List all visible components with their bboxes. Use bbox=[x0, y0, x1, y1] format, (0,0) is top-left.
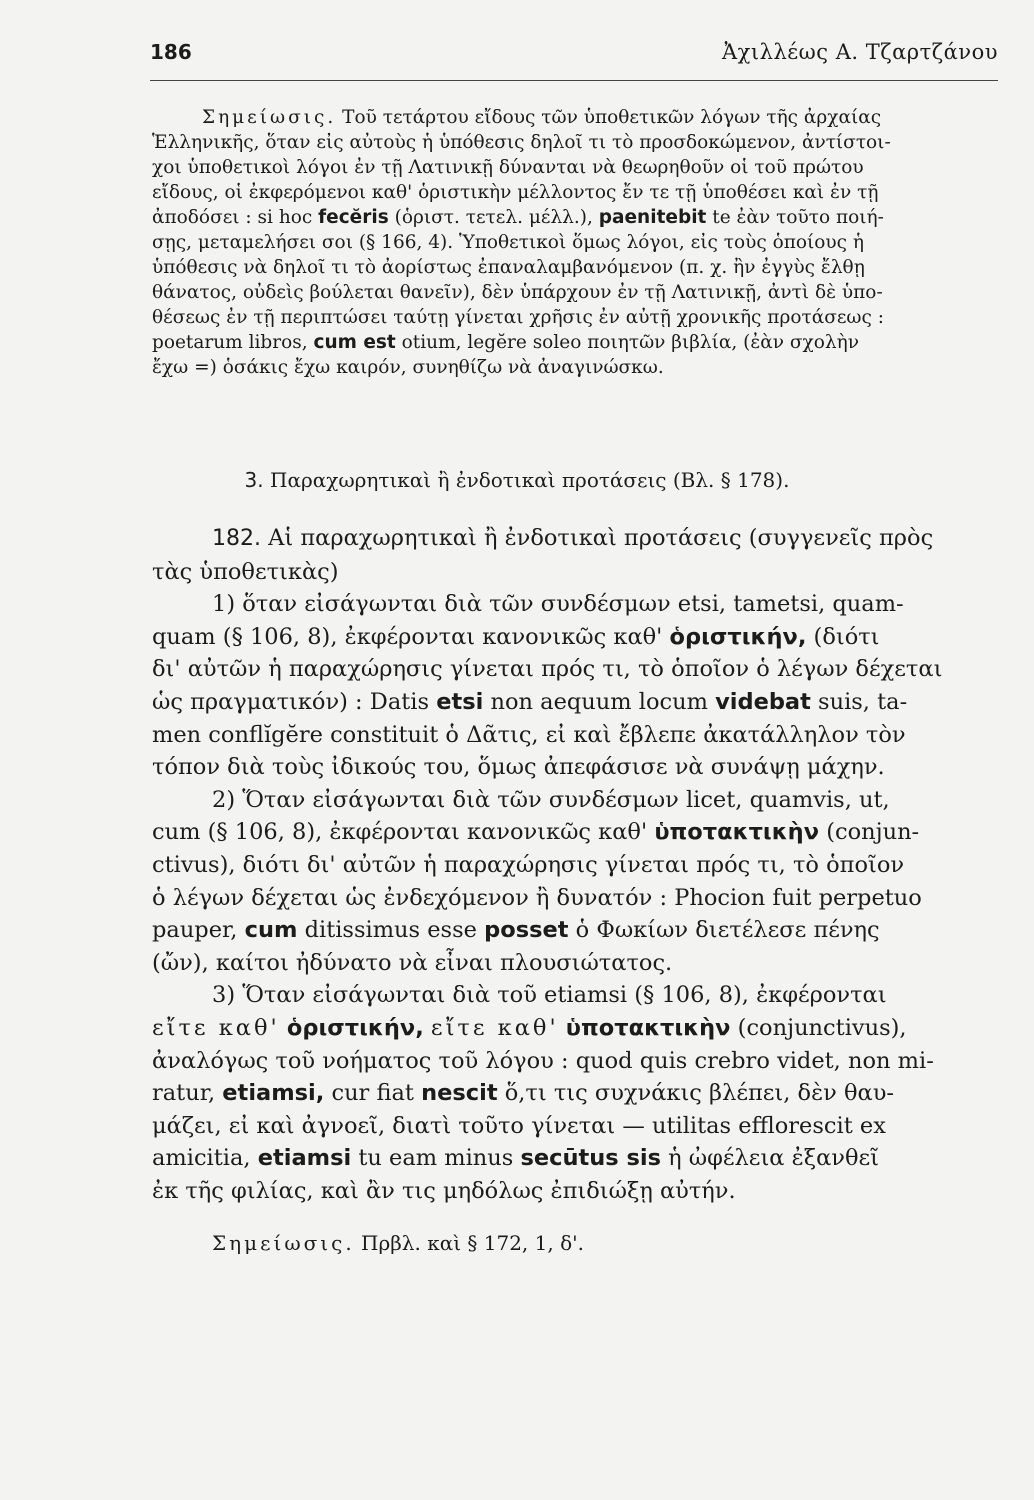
text: cur fiat bbox=[331, 1080, 414, 1107]
bold-term: fecĕris bbox=[318, 207, 389, 228]
bold-term: nescit bbox=[421, 1080, 498, 1107]
para-line: 3) Ὅταν εἰσάγωνται διὰ τοῦ etiamsi (§ 106, 8), ἐκφέρονται bbox=[212, 982, 887, 1009]
text: suis, ta- bbox=[818, 688, 908, 715]
text: ditissimus esse bbox=[304, 917, 477, 944]
bold-term: etsi bbox=[436, 688, 484, 715]
text: otium, legĕre soleo ποιητῶν βιβλία, (ἐὰν σχολὴν bbox=[401, 332, 859, 353]
para-line bbox=[152, 686, 998, 719]
note-line: θέσεως ἐν τῇ περιπτώσει ταύτῃ γίνεται χρῆσις ἐν αὐτῇ χρονικῆς προτάσεως : bbox=[152, 307, 884, 328]
text: εἴτε καθ' bbox=[152, 1014, 280, 1041]
running-head: Ἀχιλλέως Α. Τζαρτζάνου bbox=[722, 40, 998, 64]
text: cum (§ 106, 8), ἐκφέρονται κανονικῶς καθ' bbox=[152, 819, 648, 846]
note-line: εἴδους, οἱ ἐκφερόμενοι καθ' ὁριστικὴν μέλλοντος ἔν τε τῇ ὑποθέσει καὶ ἐν τῇ bbox=[152, 182, 879, 203]
text: quam (§ 106, 8), ἐκφέρονται κανονικῶς καθ' bbox=[152, 623, 663, 650]
page-header bbox=[150, 40, 998, 81]
text: ὡς πραγματικόν) : Datis bbox=[152, 688, 430, 715]
para-line: δι' αὐτῶν ἡ παραχώρησις γίνεται πρός τι, τὸ ὁποῖον ὁ λέγων δέχεται bbox=[152, 656, 943, 683]
para-line: men conflĭgĕre constituit ὁ Δᾶτις, εἰ καὶ ἔβλεπε ἀκατάλληλον τὸν bbox=[152, 721, 906, 748]
bold-term: etiamsi, bbox=[222, 1080, 325, 1107]
note-text: Πρβλ. καὶ § 172, 1, δ'. bbox=[361, 1231, 584, 1256]
para-line: ἀναλόγως τοῦ νοήματος τοῦ λόγου : quod quis crebro videt, non mi- bbox=[152, 1047, 934, 1074]
bold-term: etiamsi bbox=[257, 1145, 352, 1172]
text: ἡ ὠφέλεια ἐξανθεῖ bbox=[668, 1145, 879, 1172]
section-title: Παραχωρητικαὶ ἢ ἐνδοτικαὶ προτάσεις (Βλ. § 178). bbox=[270, 468, 790, 492]
para-line bbox=[152, 522, 998, 556]
section-number: 3. bbox=[244, 468, 264, 492]
para-line: τὰς ὑποθετικὰς) bbox=[152, 558, 339, 585]
closing-note bbox=[152, 1227, 998, 1260]
note-line: ἔχω =) ὁσάκις ἔχω καιρόν, συνηθίζω νὰ ἀναγινώσκω. bbox=[152, 357, 664, 378]
para-line bbox=[152, 914, 998, 947]
para-line bbox=[152, 816, 998, 849]
paragraph-182 bbox=[152, 522, 998, 1260]
text: ὁ Φωκίων διετέλεσε πένης bbox=[575, 917, 880, 944]
text: (conjunctivus), bbox=[737, 1014, 907, 1041]
text: (ὁριστ. τετελ. μέλλ.), bbox=[394, 207, 593, 228]
text: (διότι bbox=[813, 623, 880, 650]
para-line: 2) Ὅταν εἰσάγωνται διὰ τῶν συνδέσμων licet, quamvis, ut, bbox=[212, 786, 890, 813]
text: non aequum locum bbox=[490, 688, 708, 715]
bold-term: ὁριστικήν, bbox=[286, 1014, 424, 1041]
text: tu eam minus bbox=[358, 1145, 514, 1172]
para-line bbox=[152, 621, 998, 654]
text: εἴτε καθ' bbox=[430, 1014, 559, 1041]
note-line bbox=[152, 205, 998, 230]
bold-term: paenitebit bbox=[598, 207, 707, 228]
bold-term: ὑποτακτικὴν bbox=[654, 819, 820, 846]
text: te ἐὰν τοῦτο ποιή- bbox=[712, 207, 884, 228]
bold-term: cum est bbox=[313, 332, 396, 353]
para-line bbox=[152, 1012, 998, 1045]
para-line: ctivus), διότι δι' αὐτῶν ἡ παραχώρησις γίνεται πρός τι, τὸ ὁποῖον bbox=[152, 851, 905, 878]
text: ratur, bbox=[152, 1080, 216, 1107]
text: Αἱ παραχωρητικαὶ ἢ ἐνδοτικαὶ προτάσεις (συγγενεῖς πρὸς bbox=[268, 525, 934, 551]
para-line bbox=[152, 1142, 998, 1175]
bold-term: cum bbox=[244, 917, 298, 944]
note-line: θάνατος, οὐδεὶς βούλεται θανεῖν), δὲν ὑπάρχουν ἐν τῇ Λατινικῇ, ἀντὶ δὲ ὑπο- bbox=[152, 282, 883, 303]
section-heading bbox=[0, 468, 1034, 492]
bold-term: ὑποτακτικὴν bbox=[565, 1014, 731, 1041]
text: poetarum libros, bbox=[152, 332, 308, 353]
note-line bbox=[152, 330, 998, 355]
note-text: Τοῦ τετάρτου εἴδους τῶν ὑποθετικῶν λόγων τῆς ἀρχαίας bbox=[342, 107, 882, 128]
bold-term: posset bbox=[484, 917, 569, 944]
para-line: ἐκ τῆς φιλίας, καὶ ἂν τις μηδόλως ἐπιδιώξῃ αὐτήν. bbox=[152, 1177, 736, 1204]
note-label: Σημείωσις. bbox=[202, 107, 337, 128]
paragraph-number: 182. bbox=[212, 526, 261, 551]
note-line bbox=[152, 105, 998, 130]
text: ὅ,τι τις συχνάκις βλέπει, δὲν θαυ- bbox=[504, 1080, 895, 1107]
para-line bbox=[152, 1077, 998, 1110]
note-line: ὑπόθεσις νὰ δηλοῖ τι τὸ ἀορίστως ἐπαναλαμβανόμενον (π. χ. ἢν ἐγγὺς ἔλθῃ bbox=[152, 257, 865, 278]
para-line: (ὤν), καίτοι ἠδύνατο νὰ εἶναι πλουσιώτατος. bbox=[152, 949, 673, 976]
note-label: Σημείωσις. bbox=[212, 1231, 355, 1256]
text: amicitia, bbox=[152, 1145, 251, 1172]
bold-term: ὁριστικήν, bbox=[669, 623, 807, 650]
note-line: Ἑλληνικῆς, ὅταν εἰς αὐτοὺς ἡ ὑπόθεσις δηλοῖ τι τὸ προσδοκώμενον, ἀντίστοι- bbox=[152, 132, 891, 153]
para-line: ὁ λέγων δέχεται ὡς ἐνδεχόμενον ἢ δυνατόν : Phocion fuit perpetuo bbox=[152, 884, 922, 911]
text: pauper, bbox=[152, 917, 238, 944]
para-line: 1) ὅταν εἰσάγωνται διὰ τῶν συνδέσμων etsi, tametsi, quam- bbox=[212, 591, 904, 618]
text: (conjun- bbox=[826, 819, 920, 846]
page-number: 186 bbox=[150, 40, 192, 64]
bold-term: videbat bbox=[715, 688, 811, 715]
bold-term: secūtus sis bbox=[520, 1145, 661, 1172]
note-line: χοι ὑποθετικοὶ λόγοι ἐν τῇ Λατινικῇ δύνανται νὰ θεωρηθοῦν οἱ τοῦ πρώτου bbox=[152, 157, 864, 178]
note-line: σῃς, μεταμελήσει σοι (§ 166, 4). Ὑποθετικοὶ ὅμως λόγοι, εἰς τοὺς ὁποίους ἡ bbox=[152, 232, 864, 253]
note-paragraph bbox=[152, 105, 998, 380]
text: ἀποδόσει : si hoc bbox=[152, 207, 313, 228]
para-line: μάζει, εἰ καὶ ἀγνοεῖ, διατὶ τοῦτο γίνεται — utilitas efflorescit ex bbox=[152, 1112, 886, 1139]
para-line: τόπον διὰ τοὺς ἰδικούς του, ὅμως ἀπεφάσισε νὰ συνάψῃ μάχην. bbox=[152, 754, 885, 781]
